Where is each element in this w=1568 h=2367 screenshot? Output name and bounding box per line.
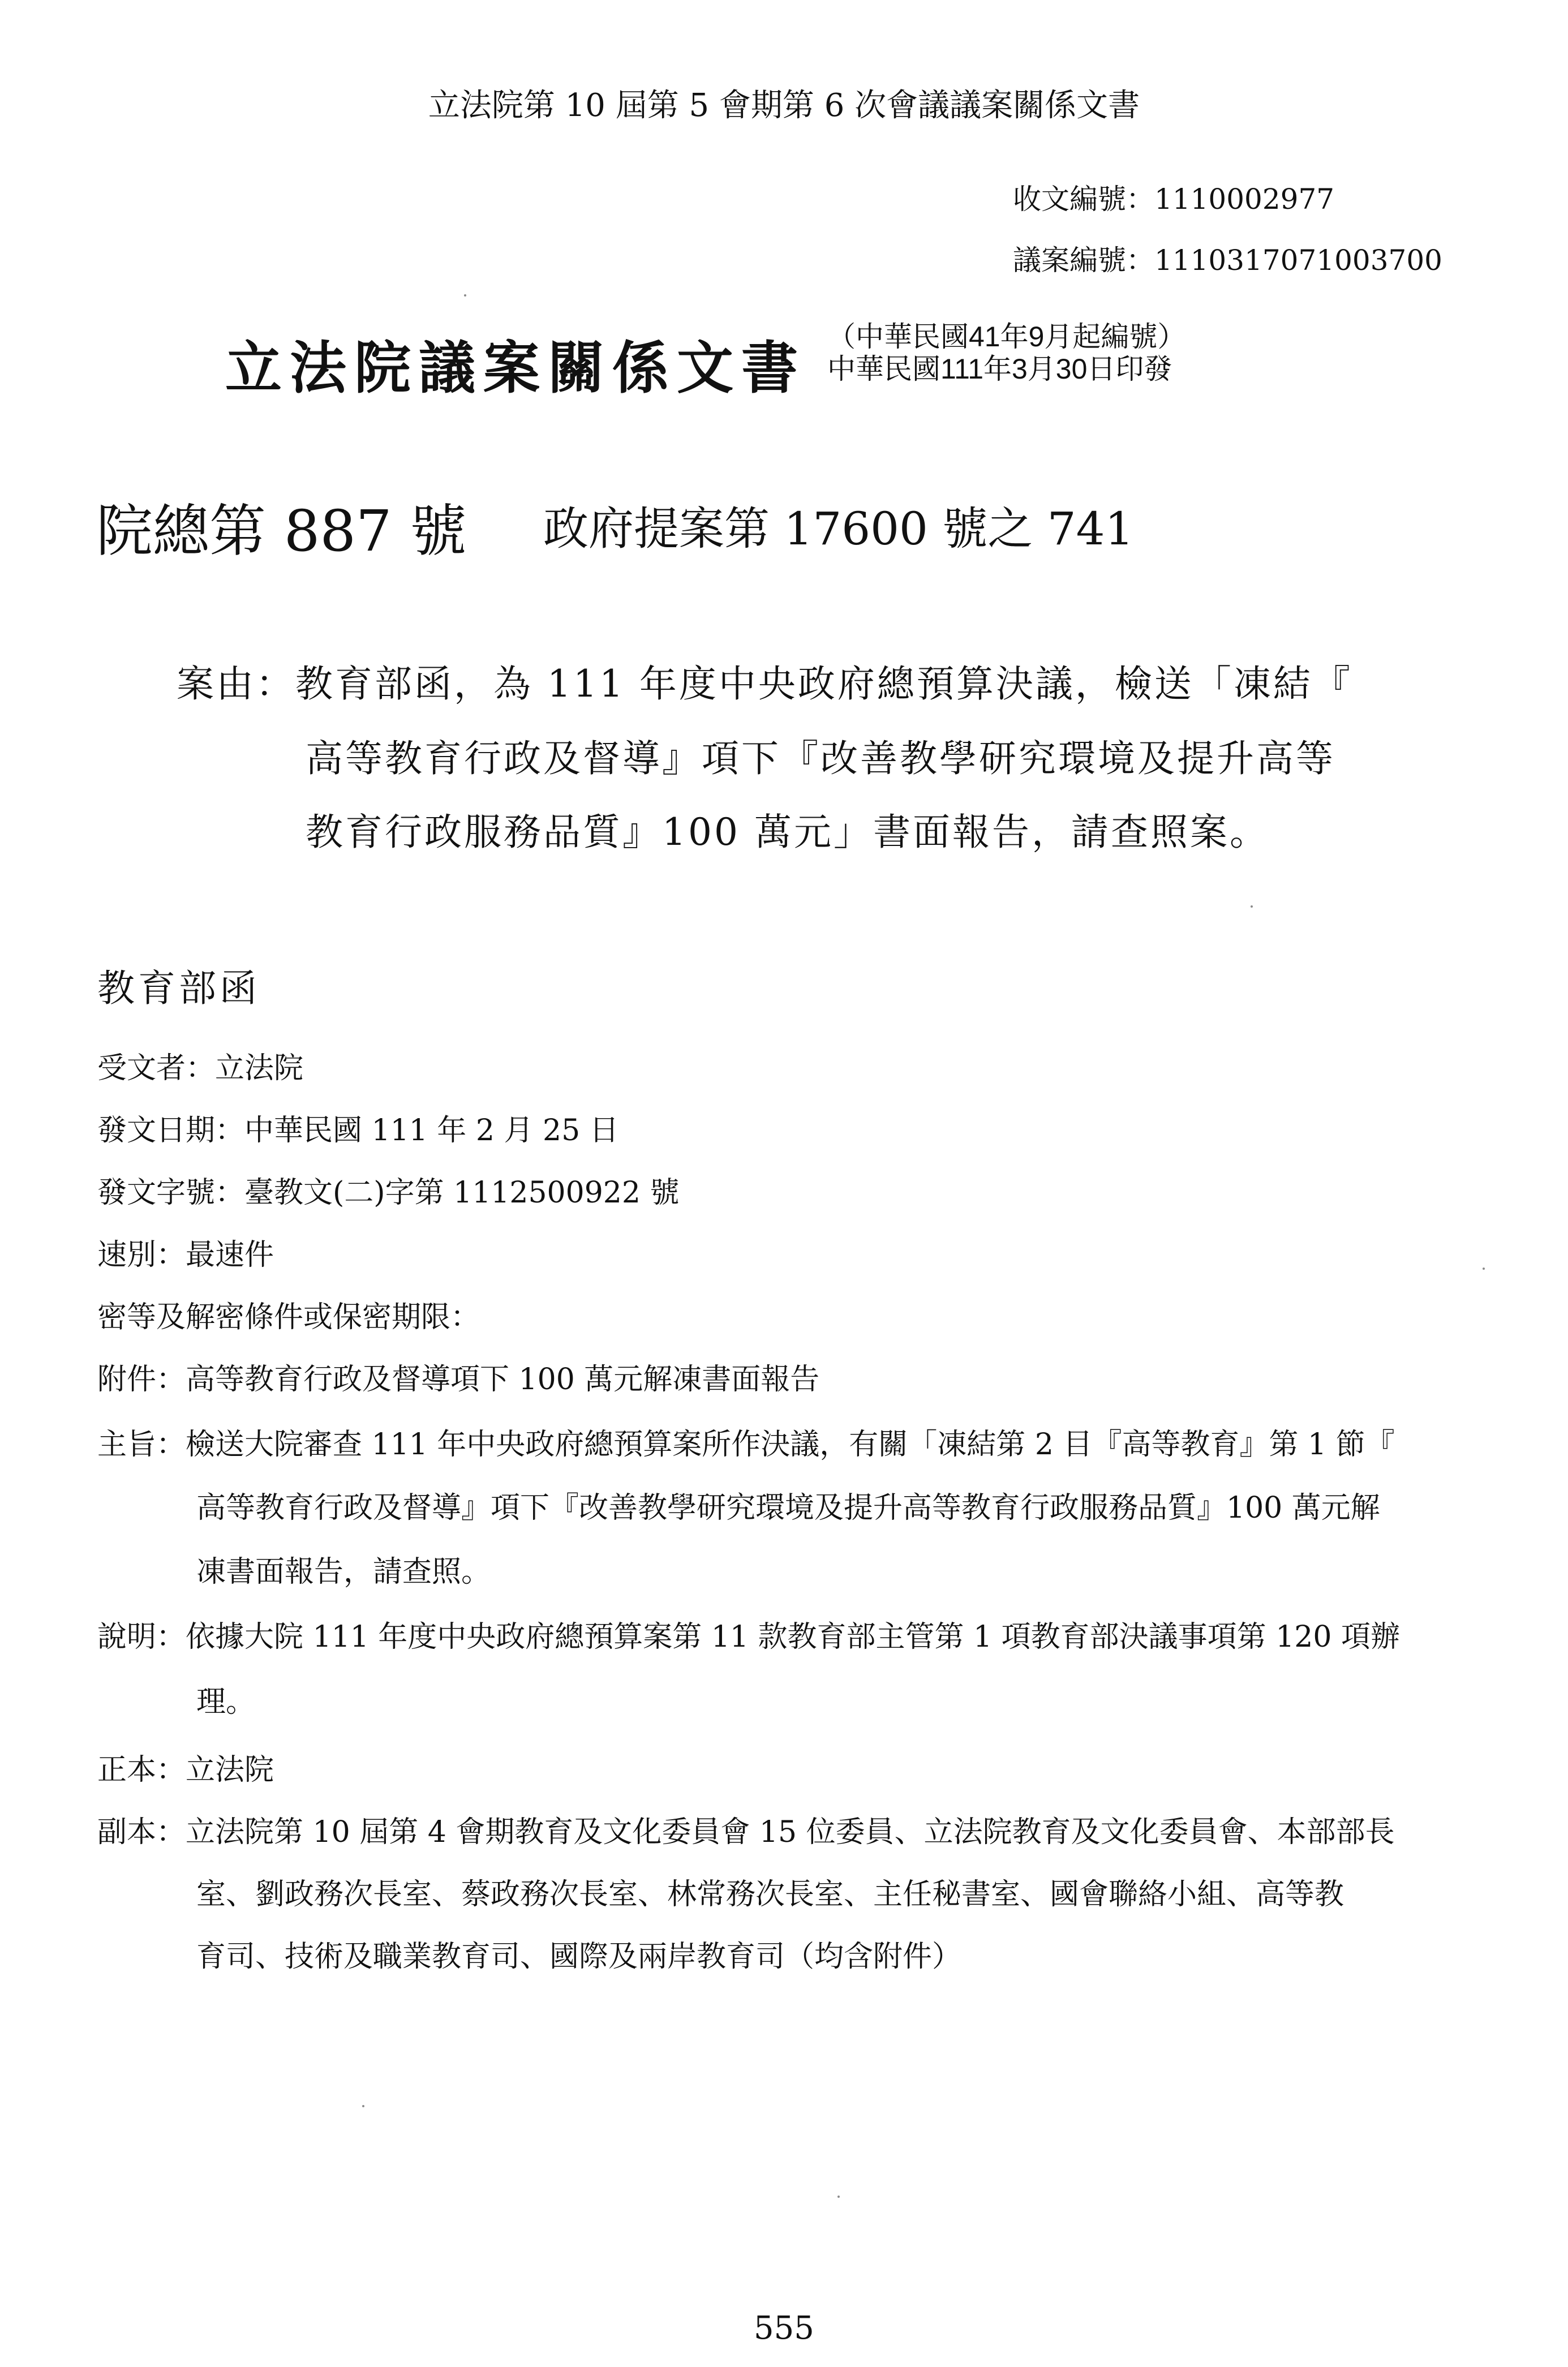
reference-number-field: 發文字號：臺教文(二)字第 1112500922 號 (97, 1176, 680, 1210)
reason-line-1: 案由：教育部函，為 111 年度中央政府總預算決議，檢送「凍結『 (177, 662, 1352, 706)
attachment-field: 附件：高等教育行政及督導項下 100 萬元解凍書面報告 (97, 1363, 820, 1397)
subject-line-1: 主旨：檢送大院審查 111 年中央政府總預算案所作決議，有關「凍結第 2 目『高等教育』第 1 節『 (97, 1428, 1395, 1462)
bill-number: 院總第 887 號 (96, 498, 467, 564)
explanation-line-2: 理。 (196, 1685, 256, 1719)
copy-line-1: 副本：立法院第 10 屆第 4 會期教育及文化委員會 15 位委員、立法院教育及文化委員會、本部部長 (97, 1815, 1395, 1849)
page-number: 555 (754, 2310, 814, 2347)
secrecy-field: 密等及解密條件或保密期限： (97, 1300, 480, 1334)
scan-speck (464, 294, 466, 297)
recipient-field: 受文者：立法院 (97, 1051, 304, 1085)
scan-speck (1251, 905, 1253, 908)
subject-line-2: 高等教育行政及督導』項下『改善教學研究環境及提升高等教育行政服務品質』100 萬元解 (196, 1491, 1380, 1525)
title-note-print-date: 中華民國111年3月30日印發 (827, 353, 1172, 385)
explanation-line-1: 說明：依據大院 111 年度中央政府總預算案第 11 款教育部主管第 1 項教育部決議事項第 120 項辦 (97, 1620, 1400, 1654)
scan-speck (1483, 1268, 1485, 1270)
document-title: 立法院議案關係文書 (225, 334, 806, 401)
speed-field: 速別：最速件 (97, 1238, 274, 1272)
receipt-number: 收文編號：1110002977 (1013, 183, 1335, 216)
copy-line-3: 育司、技術及職業教育司、國際及兩岸教育司（均含附件） (196, 1940, 962, 1974)
letter-heading: 教育部函 (97, 966, 260, 1010)
scan-speck (362, 2105, 364, 2107)
issue-date-field: 發文日期：中華民國 111 年 2 月 25 日 (97, 1114, 619, 1148)
document-header: 立法院第 10 屆第 5 會期第 6 次會議議案關係文書 (428, 87, 1140, 124)
subject-line-3: 凍書面報告，請查照。 (196, 1555, 491, 1589)
original-recipient-field: 正本：立法院 (97, 1753, 274, 1787)
copy-line-2: 室、劉政務次長室、蔡政務次長室、林常務次長室、主任秘書室、國會聯絡小組、高等教 (196, 1878, 1344, 1911)
reason-line-2: 高等教育行政及督導』項下『改善教學研究環境及提升高等 (306, 737, 1335, 780)
government-proposal-number: 政府提案第 17600 號之 741 (543, 502, 1134, 555)
scan-speck (837, 2196, 840, 2198)
title-note-numbering: （中華民國41年9月起編號） (827, 321, 1186, 353)
reason-line-3: 教育行政服務品質』100 萬元」書面報告，請查照案。 (306, 810, 1269, 854)
bill-reference-number: 議案編號：1110317071003700 (1013, 244, 1442, 277)
